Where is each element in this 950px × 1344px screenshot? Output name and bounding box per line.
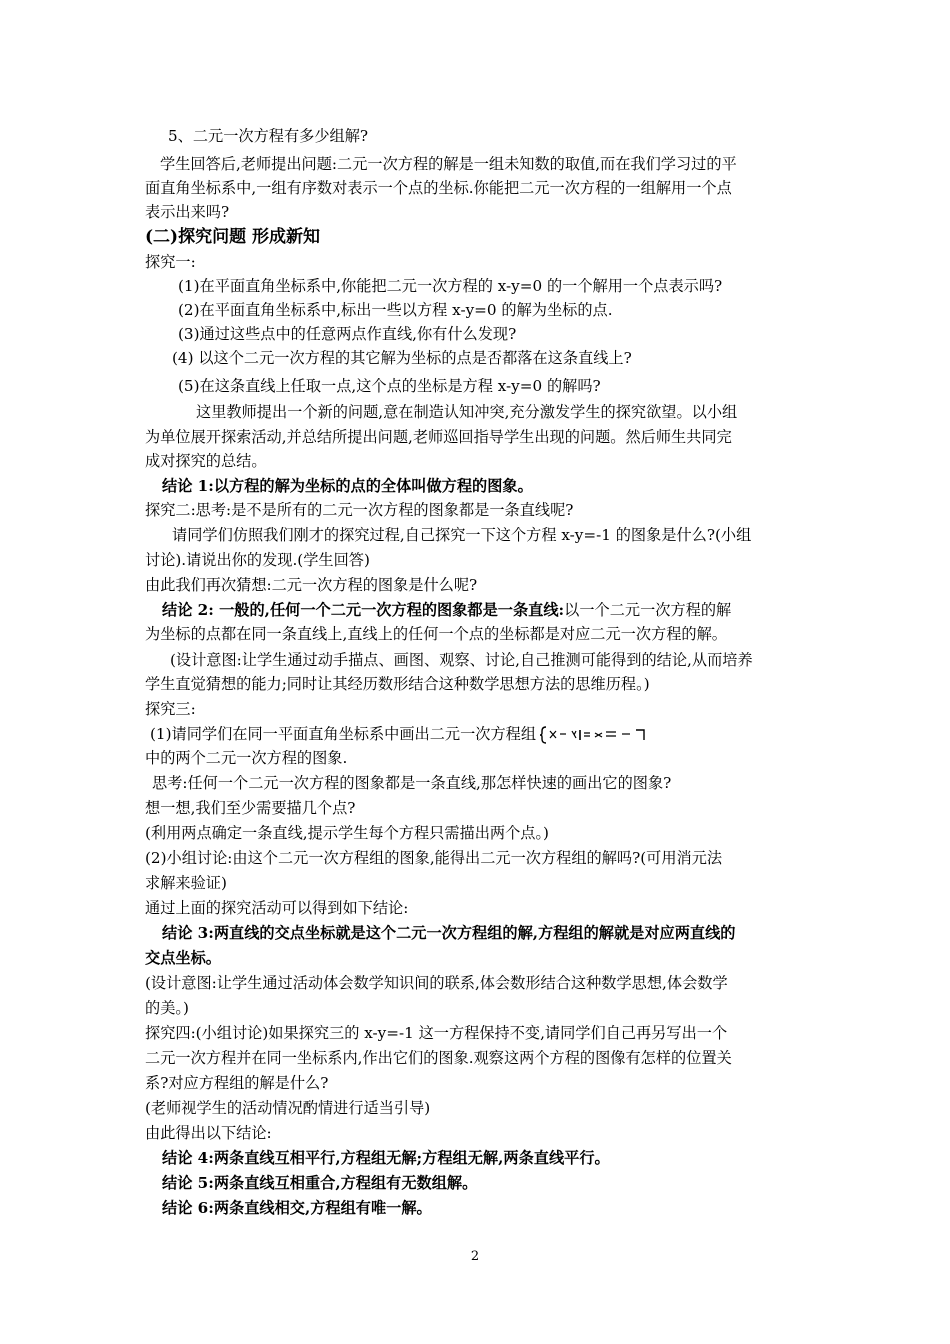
question-5: 5、二元一次方程有多少组解?: [168, 127, 369, 145]
paragraph-line: 请同学们仿照我们刚才的探究过程,自己探究一下这个方程 x-y=-1 的图象是什么?(小组: [172, 526, 752, 544]
explore-3-title: 探究三:: [145, 700, 196, 718]
list-item: (2)小组讨论:由这个二元一次方程组的图象,能得出二元一次方程组的解吗?(可用消元法: [145, 849, 723, 867]
paragraph-line: 为坐标的点都在同一条直线上,直线上的任何一个点的坐标都是对应二元一次方程的解。: [145, 625, 727, 643]
list-item: (4) 以这个二元一次方程的其它解为坐标的点是否都落在这条直线上?: [172, 349, 632, 367]
conclusion-2-text: 以一个二元一次方程的解: [564, 601, 732, 619]
conclusion-5: 结论 5:两条直线互相重合,方程组有无数组解。: [162, 1174, 478, 1192]
paragraph-line: 由此我们再次猜想:二元一次方程的图象是什么呢?: [145, 576, 478, 594]
paragraph-line: 为单位展开探索活动,并总结所提出问题,老师巡回指导学生出现的问题。然后师生共同完: [145, 428, 732, 446]
paragraph-line: 讨论).请说出你的发现.(学生回答): [145, 551, 370, 569]
section-heading: (二)探究问题 形成新知: [145, 227, 321, 247]
paragraph-line: 由此得出以下结论:: [145, 1124, 272, 1142]
conclusion-2: [162, 598, 822, 622]
conclusion-1: 结论 1:以方程的解为坐标的点的全体叫做方程的图象。: [162, 477, 533, 495]
paragraph-line: 成对探究的总结。: [145, 452, 267, 470]
page-number: 2: [470, 1249, 480, 1264]
paragraph-line: 面直角坐标系中,一组有序数对表示一个点的坐标.你能把二元一次方程的一组解用一个点: [145, 179, 732, 197]
paragraph-line: 的美。): [145, 999, 189, 1017]
explore-4-title: 探究四:(小组讨论)如果探究三的 x-y=-1 这一方程保持不变,请同学们自己再另写出一个: [145, 1024, 728, 1042]
equation-system-image: [540, 724, 652, 746]
list-item: (2)在平面直角坐标系中,标出一些以方程 x-y=0 的解为坐标的点.: [178, 301, 613, 319]
explore-1-title: 探究一:: [145, 253, 196, 271]
paragraph-line: 想一想,我们至少需要描几个点?: [145, 799, 356, 817]
conclusion-3: 结论 3:两直线的交点坐标就是这个二元一次方程组的解,方程组的解就是对应两直线的: [162, 924, 736, 942]
paragraph-line: 思考:任何一个二元一次方程的图象都是一条直线,那怎样快速的画出它的图象?: [152, 774, 672, 792]
paragraph-line: 求解来验证): [145, 874, 227, 892]
paragraph-line: 中的两个二元一次方程的图象.: [145, 749, 348, 767]
paragraph-line: 学生直觉猜想的能力;同时让其经历数形结合这种数学思想方法的思维历程。): [145, 675, 650, 693]
paragraph-line: 这里教师提出一个新的问题,意在制造认知冲突,充分激发学生的探究欲望。以小组: [196, 403, 738, 421]
explore-2-title: 探究二:思考:是不是所有的二元一次方程的图象都是一条直线呢?: [145, 501, 574, 519]
paragraph-line: (老师视学生的活动情况酌情进行适当引导): [145, 1099, 431, 1117]
list-item: [150, 722, 810, 746]
paragraph-line: 表示出来吗?: [145, 203, 230, 221]
conclusion-4: 结论 4:两条直线互相平行,方程组无解;方程组无解,两条直线平行。: [162, 1149, 610, 1167]
design-intent: (设计意图:让学生通过动手描点、画图、观察、讨论,自己推测可能得到的结论,从而培养: [170, 651, 753, 669]
paragraph-line: 通过上面的探究活动可以得到如下结论:: [145, 899, 409, 917]
conclusion-6: 结论 6:两条直线相交,方程组有唯一解。: [162, 1199, 432, 1217]
paragraph-line: (利用两点确定一条直线,提示学生每个方程只需描出两个点。): [145, 824, 549, 842]
design-intent: (设计意图:让学生通过活动体会数学知识间的联系,体会数形结合这种数学思想,体会数学: [145, 974, 728, 992]
conclusion-2-bold: 结论 2: 一般的,任何一个二元一次方程的图象都是一条直线:: [162, 601, 565, 619]
list-item: (5)在这条直线上任取一点,这个点的坐标是方程 x-y=0 的解吗?: [178, 377, 601, 395]
list-item: (3)通过这些点中的任意两点作直线,你有什么发现?: [178, 325, 517, 343]
paragraph-line: 学生回答后,老师提出问题:二元一次方程的解是一组未知数的取值,而在我们学习过的平: [160, 155, 737, 173]
list-item-text: (1)请同学们在同一平面直角坐标系中画出二元一次方程组: [150, 725, 537, 743]
paragraph-line: 二元一次方程并在同一坐标系内,作出它们的图象.观察这两个方程的图像有怎样的位置关: [145, 1049, 732, 1067]
list-item: (1)在平面直角坐标系中,你能把二元一次方程的 x-y=0 的一个解用一个点表示吗?: [178, 277, 723, 295]
paragraph-line: 系?对应方程组的解是什么?: [145, 1074, 329, 1092]
conclusion-3-cont: 交点坐标。: [145, 949, 221, 967]
